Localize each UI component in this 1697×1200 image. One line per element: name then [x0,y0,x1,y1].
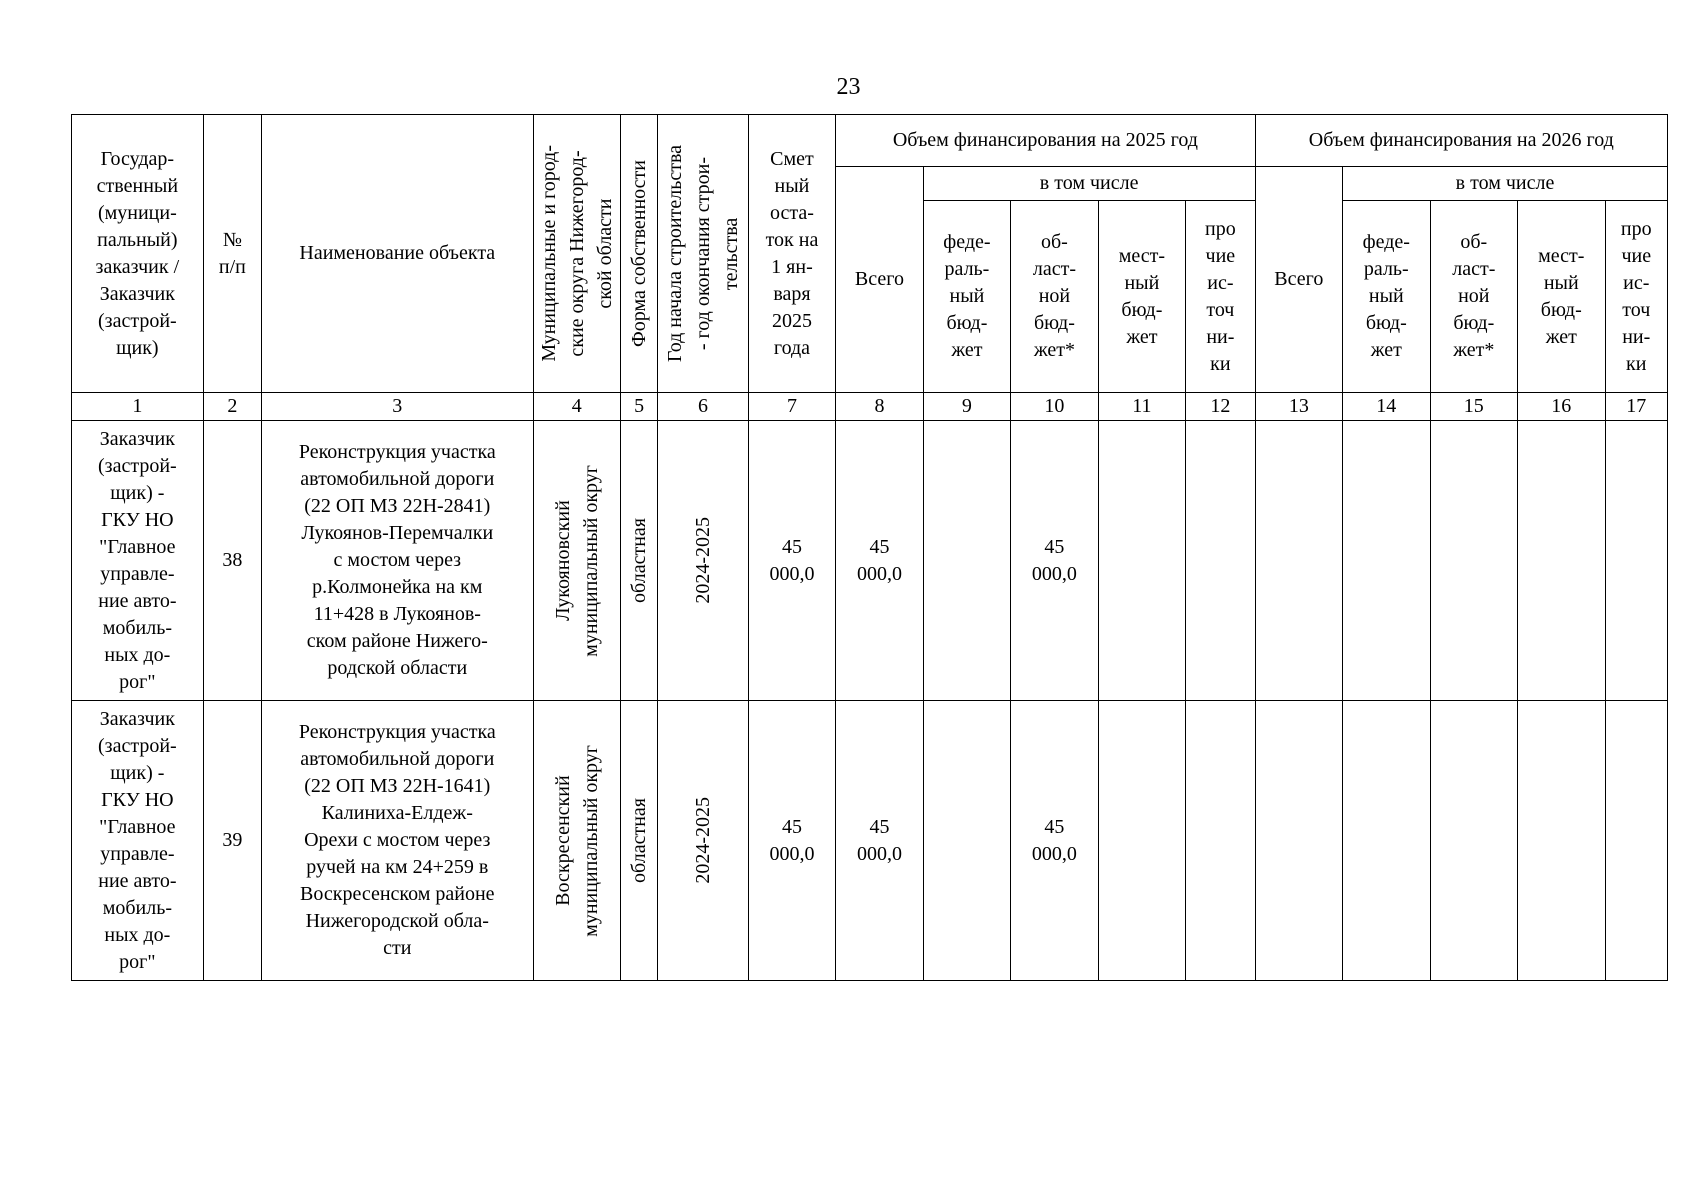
column-number: 15 [1430,393,1517,421]
header-years [658,115,749,393]
row-customer: Заказчик (застрой- щик) - ГКУ НО "Главное управле- ние авто- мобиль- ных до- рог" [72,421,204,701]
row-years-text: 2024-2025 [691,517,714,604]
row-other-2025 [1186,421,1255,701]
header-funding-2026: Объем финансирования на 2026 год [1255,115,1667,167]
financing-table [71,114,1668,981]
column-number: 13 [1255,393,1342,421]
header-years-text: Год начала строительства - год окончания строи- тельства [663,144,742,363]
page-number: 23 [836,74,861,100]
column-number: 7 [748,393,835,421]
header-number: № п/п [203,115,261,393]
header-ownership [621,115,658,393]
column-number: 4 [533,393,620,421]
row-municipality-text: Лукояновский муниципальный округ [551,464,602,657]
row-object-name: Реконструкция участка автомобильной дороги (22 ОП МЗ 22Н-1641) Калиниха-Елдеж- Орехи с мостом через ручей на км 24+259 в Воскресенском районе Нижегородской обла- сти [262,701,534,981]
row-total-2025: 45 000,0 [836,421,923,701]
header-municipality [533,115,620,393]
column-number: 14 [1343,393,1430,421]
row-total-2026 [1255,421,1342,701]
row-other-2026 [1605,421,1667,701]
header-including-2025: в том числе [923,167,1255,201]
row-number: 38 [203,421,261,701]
row-years [658,701,749,981]
column-number: 11 [1098,393,1185,421]
column-number: 6 [658,393,749,421]
row-federal-2025 [923,421,1010,701]
header-object-name: Наименование объекта [262,115,534,393]
header-total-2025: Всего [836,167,923,393]
table-row [72,701,1668,981]
header-ownership-text: Форма собственности [628,160,651,347]
row-years-text: 2024-2025 [691,797,714,884]
column-number: 3 [262,393,534,421]
header-federal-2026: феде- раль- ный бюд- жет [1343,201,1430,393]
header-regional-2025: об- ласт- ной бюд- жет* [1011,201,1098,393]
column-number: 10 [1011,393,1098,421]
row-local-2026 [1518,701,1605,981]
header-local-2025: мест- ный бюд- жет [1098,201,1185,393]
column-number: 12 [1186,393,1255,421]
column-number: 17 [1605,393,1667,421]
header-municipality-text: Муниципальные и город- ские округа Нижегород- ской области [537,145,616,362]
row-remainder: 45 000,0 [748,701,835,981]
row-municipality-text: Воскресенский муниципальный округ [551,744,602,937]
row-customer: Заказчик (застрой- щик) - ГКУ НО "Главное управле- ние авто- мобиль- ных до- рог" [72,701,204,981]
row-other-2025 [1186,701,1255,981]
row-other-2026 [1605,701,1667,981]
header-federal-2025: феде- раль- ный бюд- жет [923,201,1010,393]
row-ownership [621,701,658,981]
column-number: 8 [836,393,923,421]
header-row-1 [72,115,1668,167]
row-local-2026 [1518,421,1605,701]
column-number: 9 [923,393,1010,421]
header-other-2026: про чие ис- точ ни- ки [1605,201,1667,393]
header-total-2026: Всего [1255,167,1342,393]
row-local-2025 [1098,421,1185,701]
column-number: 2 [203,393,261,421]
row-number: 39 [203,701,261,981]
row-years [658,421,749,701]
header-including-2026: в том числе [1343,167,1668,201]
header-other-2025: про чие ис- точ ни- ки [1186,201,1255,393]
row-local-2025 [1098,701,1185,981]
row-object-name: Реконструкция участка автомобильной дороги (22 ОП МЗ 22Н-2841) Лукоянов-Перемчалки с мостом через р.Колмонейка на км 11+428 в Лукоянов- ском районе Нижего- родской области [262,421,534,701]
row-ownership [621,421,658,701]
header-regional-2026: об- ласт- ной бюд- жет* [1430,201,1517,393]
header-funding-2025: Объем финансирования на 2025 год [836,115,1255,167]
row-ownership-text: областная [628,518,651,603]
row-regional-2025: 45 000,0 [1011,701,1098,981]
table-row [72,421,1668,701]
column-number: 16 [1518,393,1605,421]
row-municipality [533,421,620,701]
row-federal-2026 [1343,701,1430,981]
row-ownership-text: областная [628,798,651,883]
row-remainder: 45 000,0 [748,421,835,701]
row-federal-2025 [923,701,1010,981]
row-total-2025: 45 000,0 [836,701,923,981]
row-federal-2026 [1343,421,1430,701]
row-regional-2026 [1430,421,1517,701]
row-regional-2026 [1430,701,1517,981]
row-regional-2025: 45 000,0 [1011,421,1098,701]
column-numbers-row [72,393,1668,421]
header-local-2026: мест- ный бюд- жет [1518,201,1605,393]
row-municipality [533,701,620,981]
column-number: 5 [621,393,658,421]
column-number: 1 [72,393,204,421]
row-total-2026 [1255,701,1342,981]
header-customer: Государ- ственный (муници- пальный) заказчик / Заказчик (застрой- щик) [72,115,204,393]
header-remainder: Смет ный оста- ток на 1 ян- варя 2025 года [748,115,835,393]
